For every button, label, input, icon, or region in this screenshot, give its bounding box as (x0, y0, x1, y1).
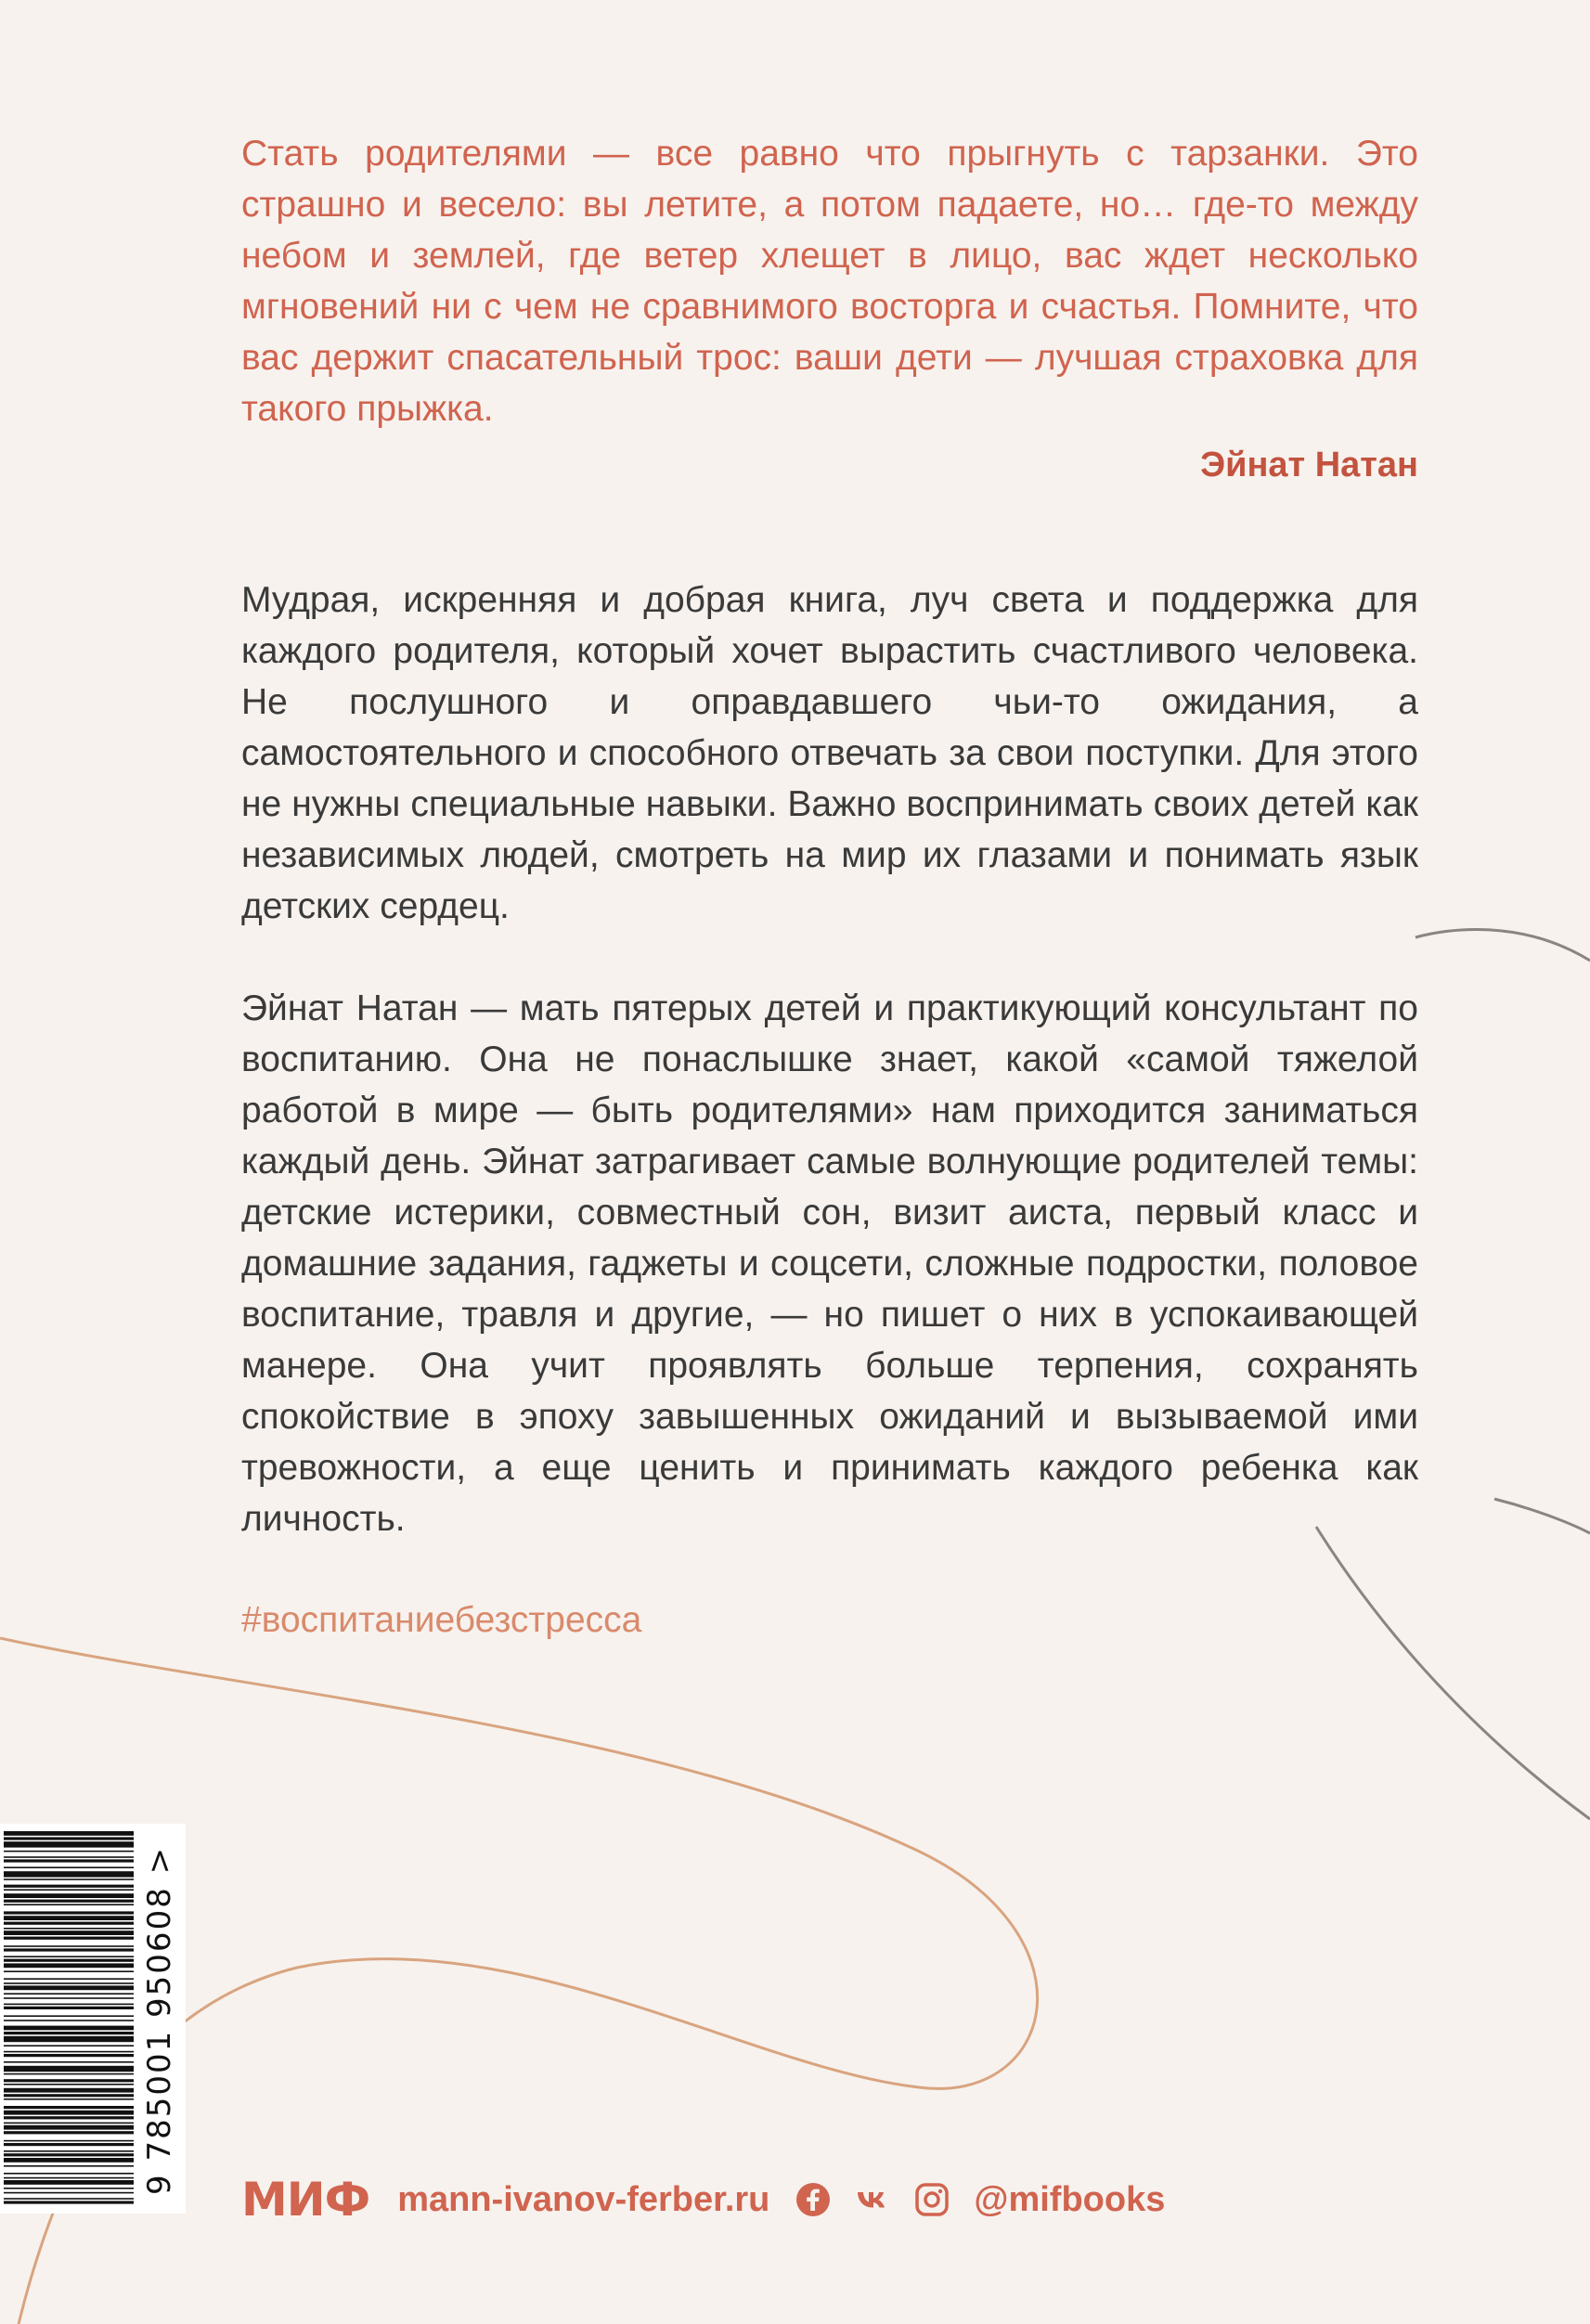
barcode-bar (4, 2140, 134, 2142)
barcode-bar (4, 1831, 134, 1836)
description-paragraph-1: Мудрая, искренняя и добрая книга, луч света и поддержка для каждого родителя, который хочет вырастить счастливого человека. Не послушного и оправдавшего чьи-то ожидания, а самостоятельного и способного отвечать за свои поступки. Для этого не нужны специальные навыки. Важно воспринимать своих детей как независимых людей, смотреть на мир их глазами и понимать язык детских сердец. (241, 580, 1418, 926)
epigraph-quote: Стать родителями — все равно что прыгнуть с тарзанки. Это страшно и весело: вы летите, а потом падаете, но… где-то между небом и землей, где ветер хлещет в лицо, вас ждет несколько мгновений ни с чем не сравнимого восторга и счастья. Помните, что вас держит спасательный трос: ваши дети — лучшая страховка для такого прыжка. (241, 134, 1418, 429)
barcode-bar (4, 2153, 134, 2156)
barcode-bar (4, 2116, 134, 2119)
barcode-bar (4, 1997, 134, 1999)
barcode-bar (4, 2173, 134, 2175)
barcode-bar (4, 2201, 134, 2203)
barcode-bar (4, 2079, 134, 2082)
barcode-bar (4, 1889, 134, 1891)
barcode-bar (4, 2061, 134, 2063)
barcode-bar (4, 2007, 134, 2009)
barcode-bar (4, 2015, 134, 2017)
publisher-logo: МИФ (241, 2173, 370, 2227)
barcode-bar (4, 1866, 134, 1868)
barcode-bars (0, 1824, 139, 2214)
barcode-bar (4, 2177, 134, 2179)
barcode-bar (4, 2026, 134, 2031)
gray-curve-right (1494, 1499, 1590, 1533)
description-paragraph-2: Эйнат Натан — мать пятерых детей и практикующий консультант по воспитанию. Она не понаслышке знает, какой «самой тяжелой работой в мире — быть родителями» нам приходится заниматься каждый день. Эйнат затрагивает самые волнующие родителей темы: детские истерики, совместный сон, визит аиста, первый класс и домашние задания, гаджеты и соцсети, сложные подростки, половое воспитание, травля и другие, — но пишет о них в успокаивающей манере. Она учит проявлять больше терпения, сохранять спокойствие в эпоху завышенных ожиданий и вызываемой ими тревожности, а еще ценить и принимать каждого ребенка как личность. (241, 988, 1418, 1539)
barcode-bar (4, 2106, 134, 2109)
hashtag: #воспитаниебезстресса (241, 1600, 642, 1640)
vk-icon[interactable] (855, 2182, 890, 2217)
facebook-icon[interactable] (795, 2182, 831, 2217)
barcode-bar (4, 2111, 134, 2115)
isbn-digits: 9 785001 950608 > (141, 1845, 178, 2196)
barcode-bar (4, 1879, 134, 1880)
barcode-bar (4, 2143, 134, 2146)
barcode-bar (4, 1948, 134, 1951)
barcode-bar (4, 2125, 134, 2130)
barcode-bar (4, 2088, 134, 2093)
barcode-bar (4, 1985, 134, 1990)
barcode-bar (4, 1859, 134, 1862)
publisher-footer (241, 2172, 1165, 2227)
barcode-bar (4, 1900, 134, 1903)
text-column (241, 128, 1418, 1646)
barcode-bar (4, 1871, 134, 1877)
barcode-bar (4, 1993, 134, 1995)
barcode-bar (4, 2150, 134, 2152)
barcode-bar (4, 1904, 134, 1905)
barcode-bar (4, 1856, 134, 1858)
barcode-bar (4, 1837, 134, 1840)
barcode-bar (4, 2032, 134, 2034)
barcode-bar (4, 2158, 134, 2163)
barcode-bar (4, 1841, 134, 1847)
barcode-bar (4, 2198, 134, 2200)
barcode-bar (4, 2188, 134, 2189)
barcode-bar (4, 2180, 134, 2185)
barcode-bar (4, 2054, 134, 2057)
barcode-bar (4, 1885, 134, 1888)
barcode-bar (4, 2073, 134, 2075)
barcode-bar (4, 2098, 134, 2100)
barcode-bar (4, 2123, 134, 2124)
barcode-bar (4, 1922, 134, 1925)
barcode-bar (4, 2051, 134, 2053)
barcode-bar (4, 2020, 134, 2021)
website-link[interactable]: mann-ivanov-ferber.ru (397, 2179, 770, 2219)
barcode-bar (4, 2066, 134, 2072)
barcode-bar (4, 2094, 134, 2097)
barcode-bar (4, 1937, 134, 1940)
barcode-bar (4, 2084, 134, 2085)
barcode-bar (4, 1851, 134, 1853)
barcode-bar (4, 2131, 134, 2134)
barcode-bar (4, 1930, 134, 1935)
barcode-bar (4, 1945, 134, 1947)
barcode-bar (4, 1978, 134, 1980)
barcode-bar (4, 1911, 134, 1914)
barcode-bar (4, 1928, 134, 1930)
barcode-bar (4, 2004, 134, 2006)
barcode-bar (4, 1959, 134, 1962)
social-handle[interactable]: @mifbooks (974, 2179, 1166, 2219)
barcode-bar (4, 1963, 134, 1968)
barcode-bar (4, 1982, 134, 1984)
barcode-bar (4, 1893, 134, 1898)
gray-curve-upper (1415, 929, 1590, 961)
barcode-bar (4, 2036, 134, 2042)
quote-author: Эйнат Натан (1200, 445, 1418, 484)
barcode-bar (4, 1916, 134, 1920)
barcode-bar (4, 2165, 134, 2167)
barcode-bar (4, 1970, 134, 1972)
barcode-bar (4, 2045, 134, 2046)
barcode-bar (4, 1956, 134, 1957)
instagram-icon[interactable] (914, 2182, 950, 2217)
barcode-bar (4, 2192, 134, 2194)
